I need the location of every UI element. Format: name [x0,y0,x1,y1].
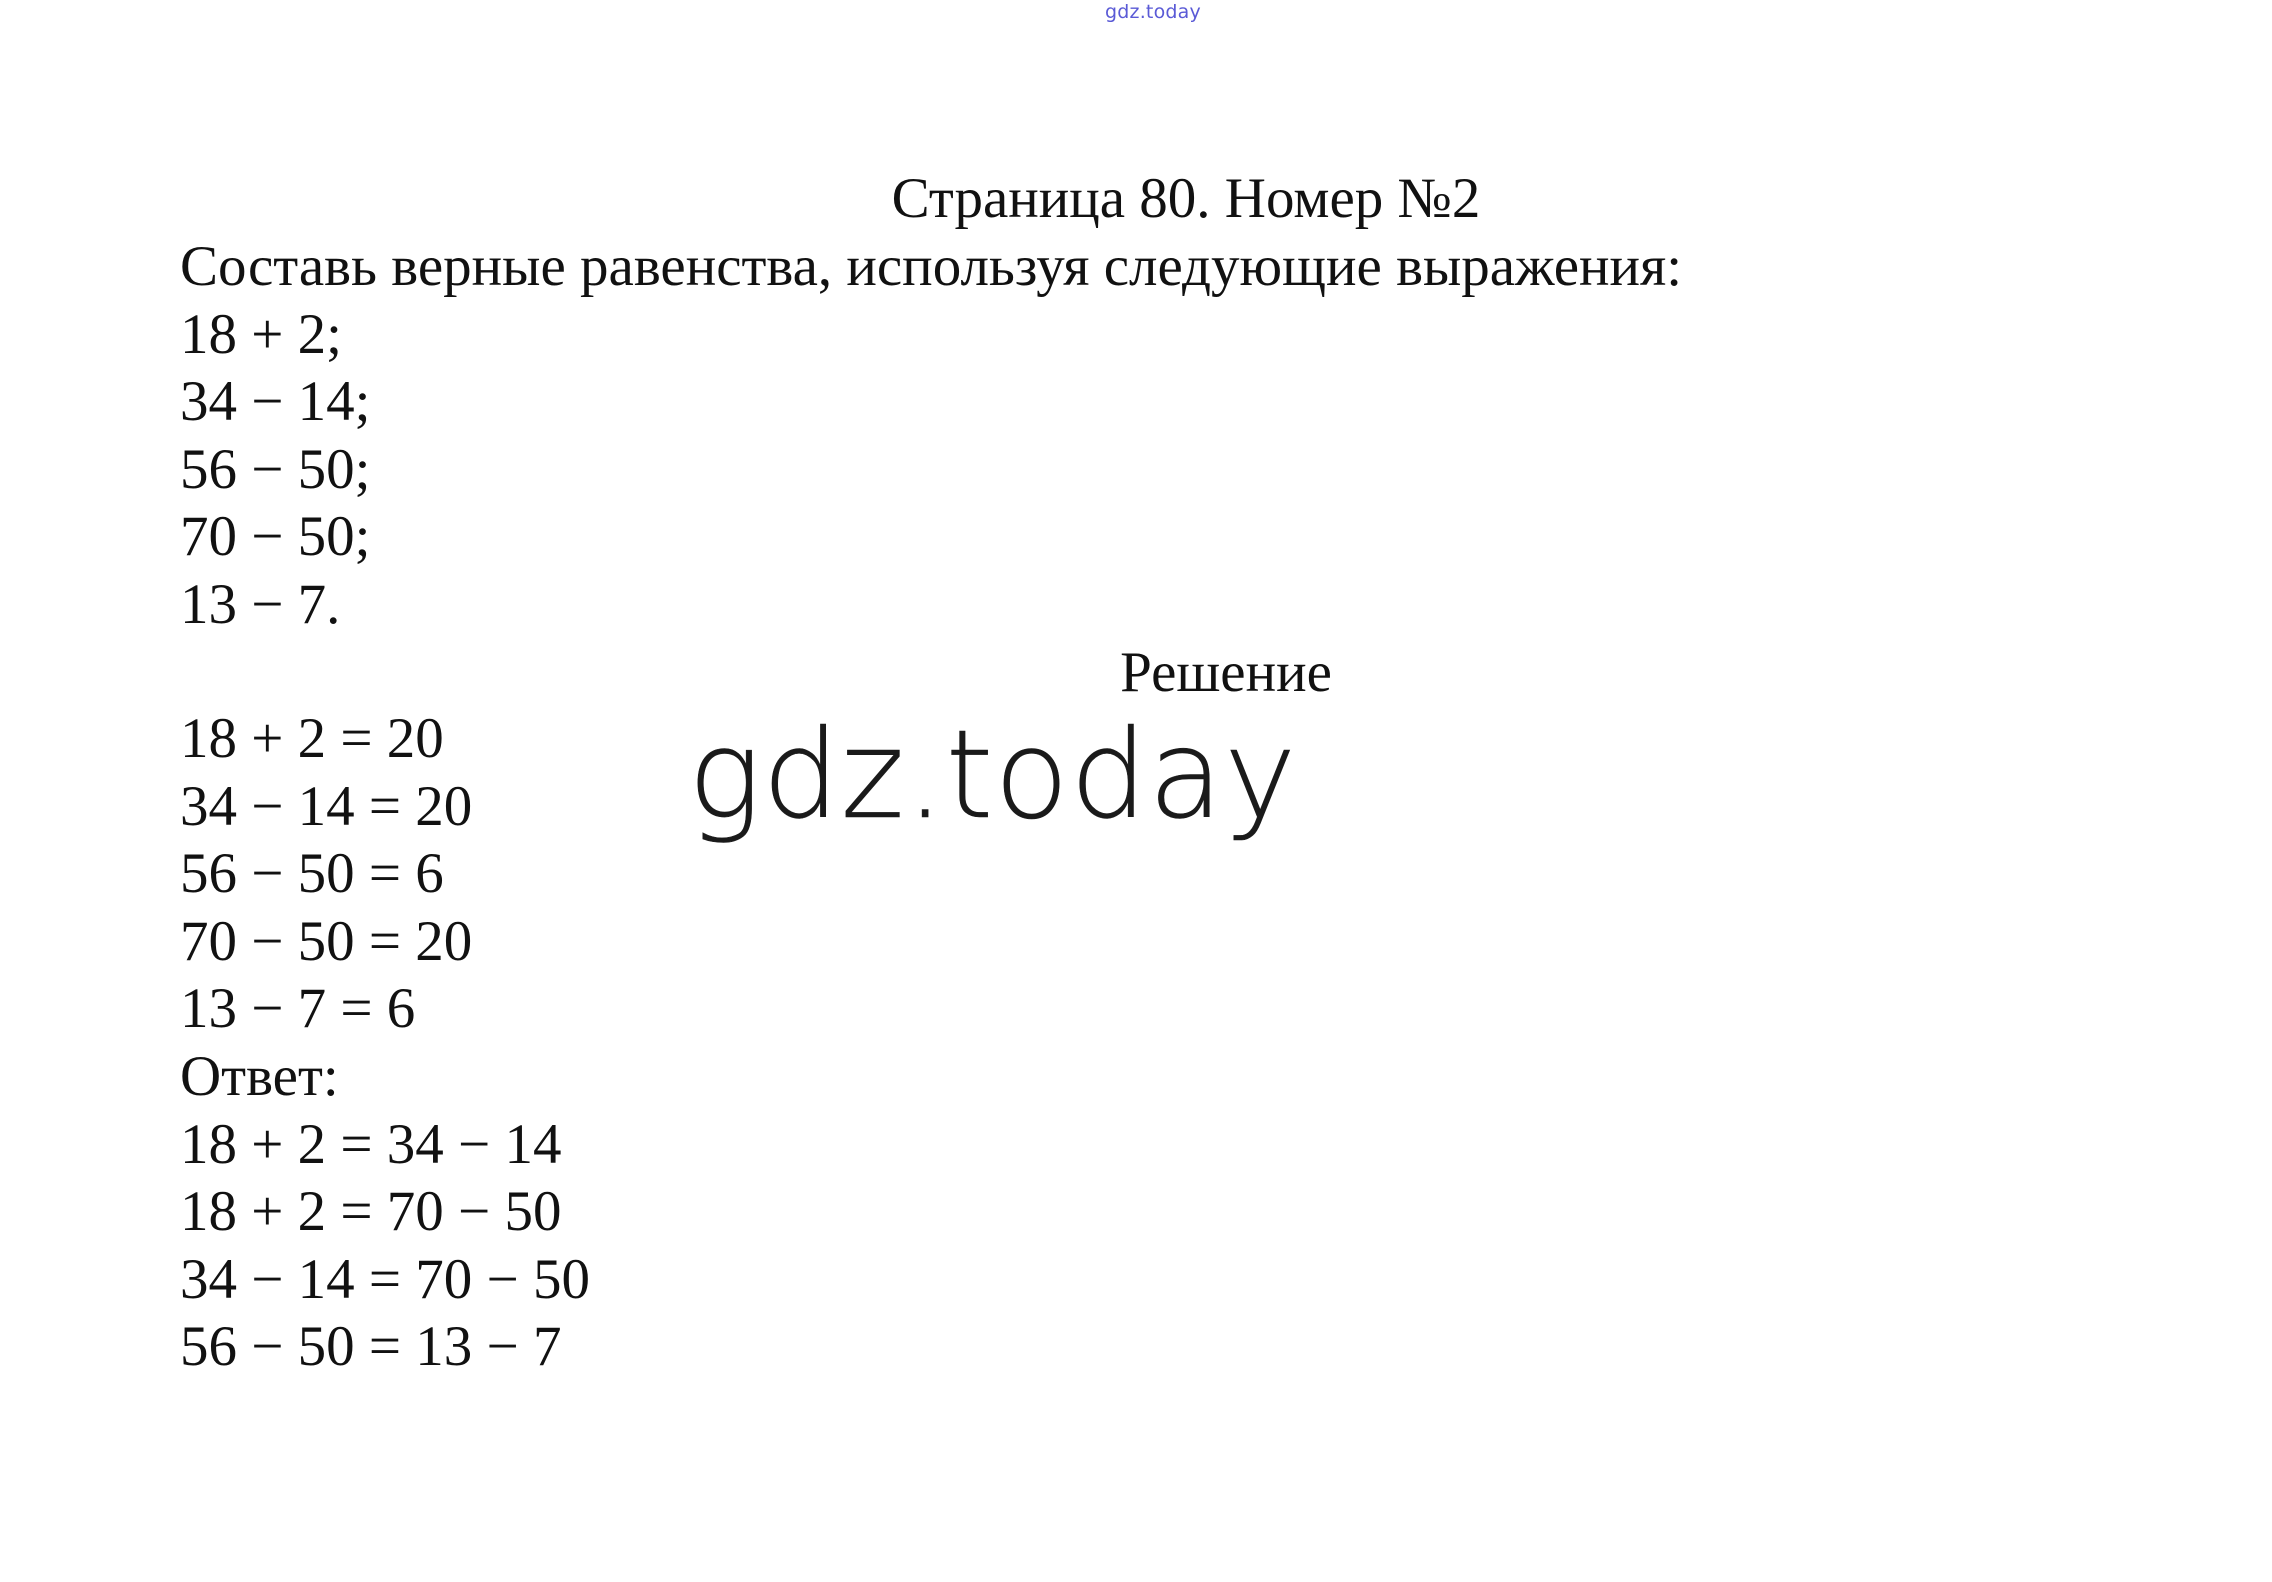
solution-heading: Решение [1120,641,1332,704]
center-watermark: gdz.today [688,704,1298,846]
solution-block [180,705,472,1043]
answer-label: Ответ: [180,1045,339,1108]
task-expression: 18 + 2; [180,302,342,366]
answer-line: 34 − 14 = 70 − 50 [180,1247,590,1311]
top-watermark: gdz.today [1105,1,1201,23]
solution-line: 56 − 50 = 6 [180,842,444,905]
answer-line: 18 + 2 = 34 − 14 [180,1112,562,1176]
solution-line: 34 − 14 = 20 [180,774,473,838]
task-prompt: Составь верные равенства, используя следующие выражения: [180,235,1683,298]
task-expression: 56 − 50; [180,437,371,501]
task-expression: 34 − 14; [180,370,371,433]
solution-line: 13 − 7 = 6 [180,977,416,1040]
task-expression: 70 − 50; [180,505,371,568]
answer-block [180,1043,590,1381]
solution-line: 18 + 2 = 20 [180,707,444,770]
task-expression: 13 − 7. [180,572,341,636]
solution-line: 70 − 50 = 20 [180,909,473,973]
answer-line: 56 − 50 = 13 − 7 [180,1315,562,1378]
page-title: Страница 80. Номер №2 [891,167,1481,230]
task-block [180,233,1682,638]
answer-line: 18 + 2 = 70 − 50 [180,1180,562,1243]
